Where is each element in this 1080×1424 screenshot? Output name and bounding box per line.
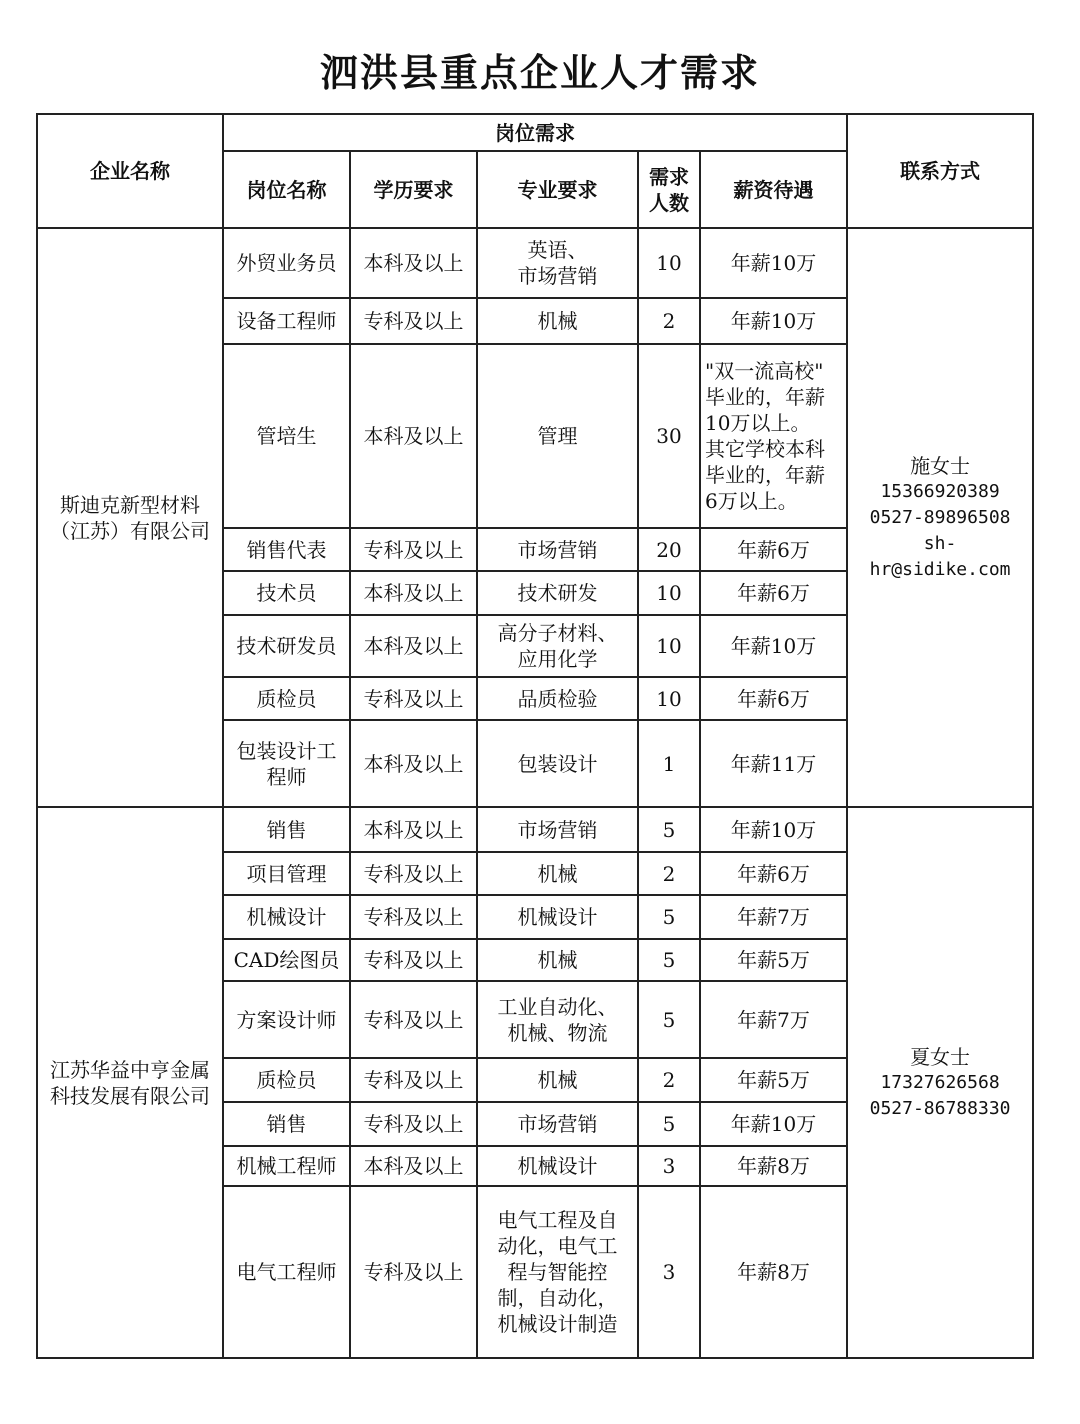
major-requirement: 机械 (477, 939, 638, 981)
headcount: 2 (638, 298, 700, 344)
salary: 年薪10万 (700, 1102, 847, 1146)
table-row (37, 228, 1033, 298)
page-title: 泗洪县重点企业人才需求 (319, 51, 760, 95)
education-requirement: 专科及以上 (350, 528, 477, 571)
company-name: 斯迪克新型材料 （江苏）有限公司 (37, 228, 223, 807)
position-name: 项目管理 (223, 852, 350, 895)
salary: "双一流高校" 毕业的，年薪 10万以上。 其它学校本科 毕业的，年薪 6万以上。 (700, 344, 847, 528)
headcount: 5 (638, 939, 700, 981)
major-requirement: 机械设计 (477, 895, 638, 939)
major-requirement: 机械设计 (477, 1146, 638, 1186)
header-salary: 薪资待遇 (700, 151, 847, 228)
header-count: 需求 人数 (638, 151, 700, 228)
headcount: 30 (638, 344, 700, 528)
major-requirement: 机械 (477, 298, 638, 344)
contact-phone: 0527-86788330 (869, 1097, 1011, 1119)
header-major: 专业要求 (477, 151, 638, 228)
header-education: 学历要求 (350, 151, 477, 228)
headcount: 3 (638, 1186, 700, 1358)
education-requirement: 专科及以上 (350, 677, 477, 720)
salary: 年薪6万 (700, 852, 847, 895)
major-requirement: 管理 (477, 344, 638, 528)
company-name: 江苏华益中亨金属 科技发展有限公司 (37, 807, 223, 1358)
headcount: 3 (638, 1146, 700, 1186)
contact-phone: 17327626568 (880, 1071, 1000, 1093)
education-requirement: 专科及以上 (350, 939, 477, 981)
education-requirement: 专科及以上 (350, 298, 477, 344)
major-requirement: 市场营销 (477, 1102, 638, 1146)
position-name: 销售 (223, 1102, 350, 1146)
headcount: 1 (638, 720, 700, 807)
headcount: 5 (638, 981, 700, 1058)
position-name: 技术研发员 (223, 615, 350, 677)
contact-info (847, 807, 1033, 1358)
position-name: CAD绘图员 (223, 939, 350, 981)
salary: 年薪8万 (700, 1146, 847, 1186)
contact-person: 施女士 (910, 453, 971, 478)
salary: 年薪5万 (700, 939, 847, 981)
header-position-demand: 岗位需求 (223, 114, 847, 151)
contact-phone: 15366920389 (880, 480, 1000, 502)
position-name: 机械设计 (223, 895, 350, 939)
contact-info (847, 228, 1033, 807)
position-name: 质检员 (223, 677, 350, 720)
education-requirement: 专科及以上 (350, 1102, 477, 1146)
salary: 年薪10万 (700, 807, 847, 852)
position-name: 方案设计师 (223, 981, 350, 1058)
headcount: 5 (638, 807, 700, 852)
salary: 年薪7万 (700, 981, 847, 1058)
headcount: 10 (638, 677, 700, 720)
major-requirement: 机械 (477, 1058, 638, 1102)
major-requirement: 市场营销 (477, 807, 638, 852)
position-name: 销售代表 (223, 528, 350, 571)
headcount: 5 (638, 895, 700, 939)
salary: 年薪6万 (700, 571, 847, 615)
education-requirement: 本科及以上 (350, 228, 477, 298)
education-requirement: 专科及以上 (350, 852, 477, 895)
talent-demand-table (36, 113, 1034, 1359)
headcount: 2 (638, 852, 700, 895)
position-name: 外贸业务员 (223, 228, 350, 298)
position-name: 机械工程师 (223, 1146, 350, 1186)
education-requirement: 专科及以上 (350, 1058, 477, 1102)
salary: 年薪11万 (700, 720, 847, 807)
position-name: 管培生 (223, 344, 350, 528)
salary: 年薪8万 (700, 1186, 847, 1358)
position-name: 质检员 (223, 1058, 350, 1102)
contact-person: 夏女士 (910, 1044, 971, 1069)
major-requirement: 市场营销 (477, 528, 638, 571)
salary: 年薪7万 (700, 895, 847, 939)
table-row (37, 807, 1033, 852)
education-requirement: 专科及以上 (350, 895, 477, 939)
major-requirement: 英语、 市场营销 (477, 228, 638, 298)
position-name: 包装设计工 程师 (223, 720, 350, 807)
education-requirement: 本科及以上 (350, 571, 477, 615)
header-contact: 联系方式 (847, 114, 1033, 228)
major-requirement: 技术研发 (477, 571, 638, 615)
salary: 年薪10万 (700, 298, 847, 344)
salary: 年薪6万 (700, 528, 847, 571)
position-name: 设备工程师 (223, 298, 350, 344)
headcount: 20 (638, 528, 700, 571)
major-requirement: 高分子材料、 应用化学 (477, 615, 638, 677)
major-requirement: 机械 (477, 852, 638, 895)
header-position: 岗位名称 (223, 151, 350, 228)
contact-phone: 0527-89896508 (869, 506, 1011, 528)
education-requirement: 本科及以上 (350, 807, 477, 852)
position-name: 销售 (223, 807, 350, 852)
headcount: 10 (638, 228, 700, 298)
position-name: 电气工程师 (223, 1186, 350, 1358)
headcount: 2 (638, 1058, 700, 1102)
contact-email: sh- hr@sidike.com (869, 532, 1011, 580)
salary: 年薪6万 (700, 677, 847, 720)
major-requirement: 包装设计 (477, 720, 638, 807)
major-requirement: 电气工程及自 动化，电气工 程与智能控 制，自动化， 机械设计制造 (477, 1186, 638, 1358)
education-requirement: 本科及以上 (350, 720, 477, 807)
headcount: 10 (638, 615, 700, 677)
header-company: 企业名称 (37, 114, 223, 228)
headcount: 10 (638, 571, 700, 615)
education-requirement: 本科及以上 (350, 344, 477, 528)
major-requirement: 工业自动化、 机械、物流 (477, 981, 638, 1058)
salary: 年薪5万 (700, 1058, 847, 1102)
major-requirement: 品质检验 (477, 677, 638, 720)
education-requirement: 本科及以上 (350, 1146, 477, 1186)
salary: 年薪10万 (700, 615, 847, 677)
salary: 年薪10万 (700, 228, 847, 298)
education-requirement: 本科及以上 (350, 615, 477, 677)
education-requirement: 专科及以上 (350, 1186, 477, 1358)
headcount: 5 (638, 1102, 700, 1146)
education-requirement: 专科及以上 (350, 981, 477, 1058)
position-name: 技术员 (223, 571, 350, 615)
